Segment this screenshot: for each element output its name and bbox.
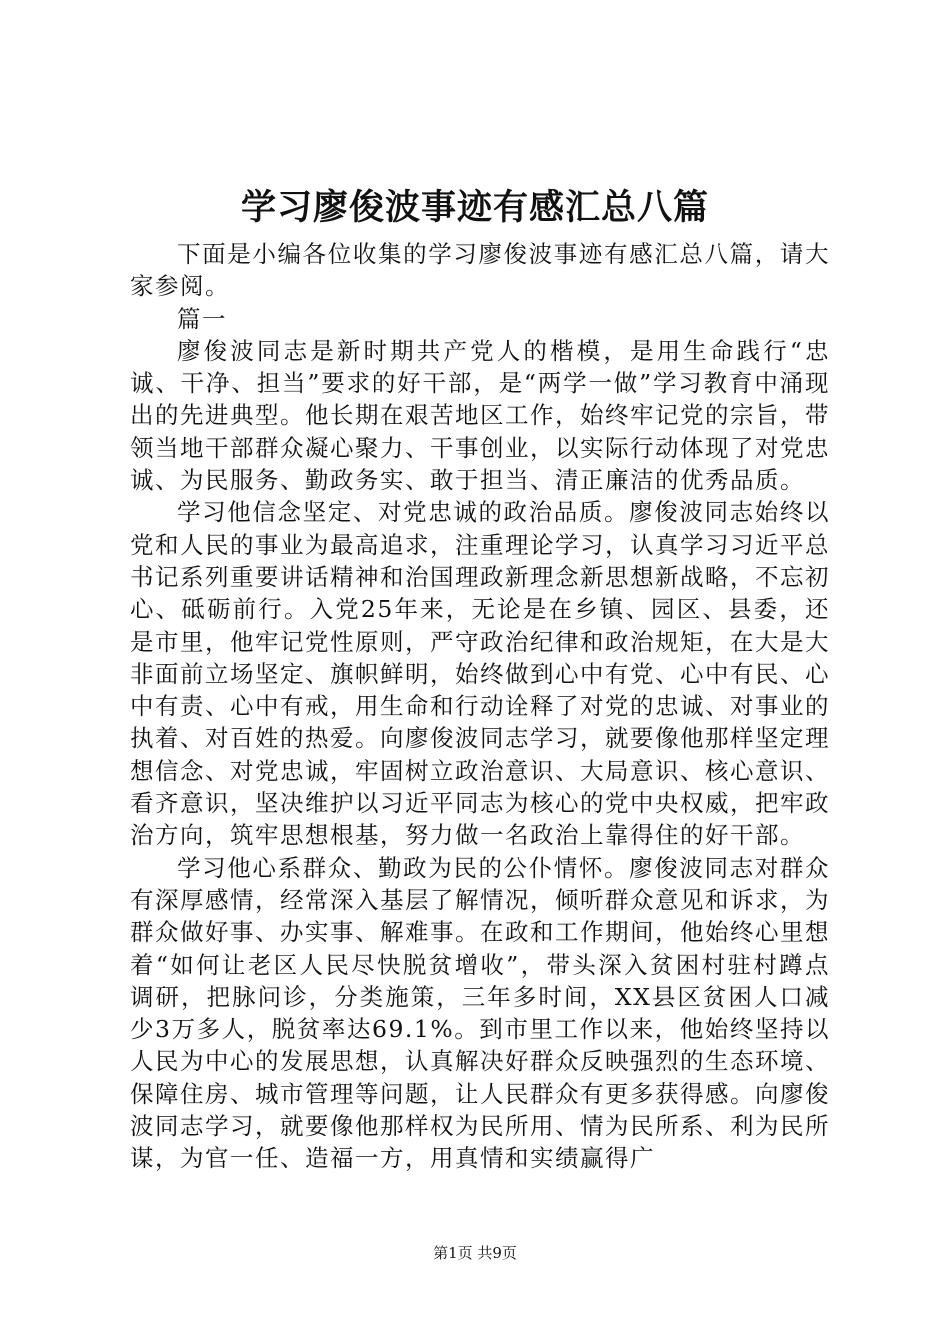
document-title: 学习廖俊波事迹有感汇总八篇 [240, 187, 709, 228]
paragraph-1: 廖俊波同志是新时期共产党人的楷模，是用生命践行“忠诚、干净、担当”要求的好干部，是“两学一做”学习教育中涌现出的先进典型。他长期在艰苦地区工作，始终牢记党的宗旨，带领当地干部群众凝心聚力、干事创业，以实际行动体现了对党忠诚、为民服务、勤政务实、敢于担当、清正廉洁的优秀品质。 [130, 336, 830, 495]
paragraph-2: 学习他信念坚定、对党忠诚的政治品质。廖俊波同志始终以党和人民的事业为最高追求，注重理论学习，认真学习习近平总书记系列重要讲话精神和治国理政新理念新思想新战略，不忘初心、砥砺前行。入党25年来，无论是在乡镇、园区、县委，还是市里，他牢记党性原则，严守政治纪律和政治规矩，在大是大非面前立场坚定、旗帜鲜明，始终做到心中有党、心中有民、心中有责、心中有戒，用生命和行动诠释了对党的忠诚、对事业的执着、对百姓的热爱。向廖俊波同志学习，就要像他那样坚定理想信念、对党忠诚，牢固树立政治意识、大局意识、核心意识、看齐意识，坚决维护以习近平同志为核心的党中央权威，把牢政治方向，筑牢思想根基，努力做一名政治上靠得住的好干部。 [130, 498, 830, 850]
document-body [130, 238, 830, 1175]
paragraph-section-heading: 篇一 [177, 304, 227, 333]
paragraph-intro: 下面是小编各位收集的学习廖俊波事迹有感汇总八篇，请大家参阅。 [130, 240, 830, 301]
page-footer: 第1页 共9页 [433, 1244, 517, 1262]
paragraph-3: 学习他心系群众、勤政为民的公仆情怀。廖俊波同志对群众有深厚感情，经常深入基层了解情况，倾听群众意见和诉求，为群众做好事、办实事、解难事。在政和工作期间，他始终心里想着“如何让老区人民尽快脱贫增收”，带头深入贫困村驻村蹲点调研，把脉问诊，分类施策，三年多时间，XX县区贫困人口减少3万多人，脱贫率达69.1%。到市里工作以来，他始终坚持以人民为中心的发展思想，认真解决好群众反映强烈的生态环境、保障住房、城市管理等问题，让人民群众有更多获得感。向廖俊波同志学习，就要像他那样权为民所用、情为民所系、利为民所谋，为官一任、造福一方，用真情和实绩赢得广 [130, 853, 830, 1173]
